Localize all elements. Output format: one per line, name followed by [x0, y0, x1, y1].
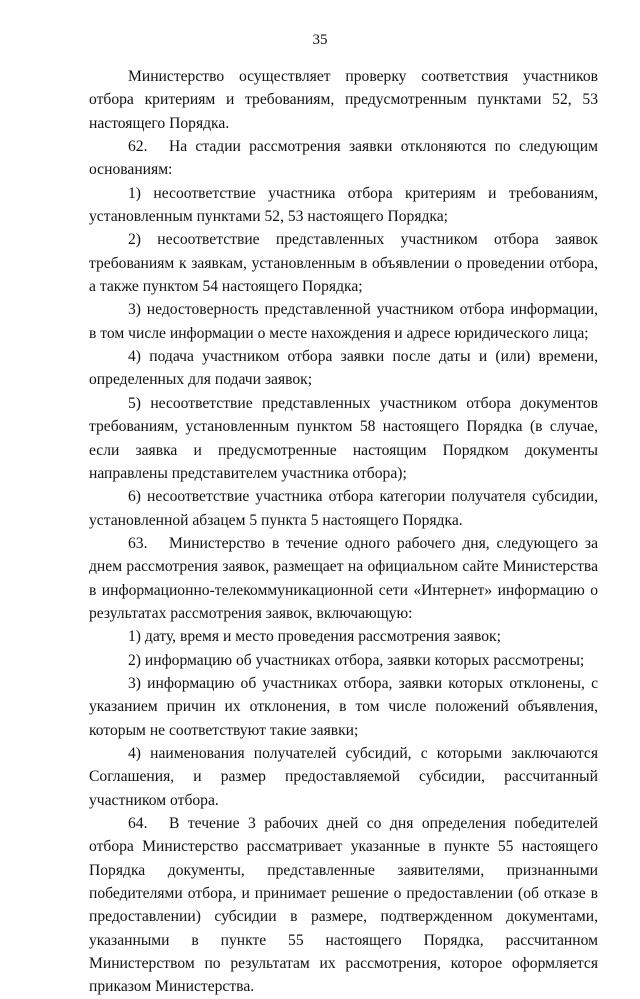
document-body	[89, 65, 598, 999]
paragraph-number: 64.	[128, 815, 148, 832]
list-item-62-6	[89, 485, 598, 532]
list-item-62-3	[89, 298, 598, 345]
page-number: 35	[312, 32, 328, 48]
paragraph-text: Министерство в течение одного рабочего дня, следующего за днем рассмотрения заявок, размещает на официальном сайте Министерства в информационно-телекоммуникационной сети «Интернет» информацию о результатах рассмотрения заявок, включающую:	[89, 534, 598, 622]
paragraph-64	[89, 812, 598, 999]
paragraph-63	[89, 532, 598, 625]
list-item-62-5	[89, 392, 598, 485]
list-item-62-4	[89, 345, 598, 392]
paragraph-number: 63.	[128, 534, 148, 552]
paragraph-number: 62.	[128, 138, 148, 156]
list-item-63-2	[89, 649, 598, 672]
paragraph-text: 1) несоответствие участника отбора критериям и требованиям, установленным пунктами 52, 53 настоящего Порядка;	[89, 184, 598, 226]
list-item-63-1	[89, 625, 598, 648]
paragraph-text: 5) несоответствие представленных участником отбора документов требованиям, установленным пунктом 58 настоящего Порядка (в случае, если заявка и предусмотренные настоящим Порядком документы направлены представителем участника отбора);	[89, 394, 598, 482]
paragraph-text: Министерство осуществляет проверку соответствия участников отбора критериям и требованиям, предусмотренным пунктами 52, 53 настоящего Порядка.	[89, 68, 598, 132]
paragraph-62	[89, 135, 598, 182]
paragraph-text: 1) дату, время и место проведения рассмотрения заявок;	[128, 628, 501, 646]
paragraph-text: 4) наименования получателей субсидий, с которыми заключаются Соглашения, и размер предоставляемой субсидии, рассчитанный участником отбора.	[89, 744, 598, 809]
paragraph-text: В течение 3 рабочих дней со дня определения победителей отбора Министерство рассматривает указанные в пункте 55 настоящего Порядка документы, представленные заявителями, признанными победителями отбора, и принимает решение о предоставлении (об отказе в предоставлении) субсидии в размере, подтвержденном документами, указанными в пункте 55 настоящего Порядка, рассчитанном Министерством по результатам их рассмотрения, которое оформляется приказом Министерства.	[89, 815, 598, 996]
list-item-63-4	[89, 742, 598, 812]
paragraph-text: 4) подача участником отбора заявки после даты и (или) времени, определенных для подачи заявок;	[89, 348, 598, 389]
paragraph-text: На стадии рассмотрения заявки отклоняются по следующим основаниям:	[89, 138, 598, 179]
paragraph-text: 3) недостоверность представленной участником отбора информации, в том числе информации о месте нахождения и адресе юридического лица;	[89, 301, 598, 342]
list-item-62-2	[89, 228, 598, 298]
paragraph-text: 2) информацию об участниках отбора, заявки которых рассмотрены;	[128, 651, 585, 669]
list-item-62-1	[89, 182, 598, 229]
paragraph-intro	[89, 65, 598, 135]
list-item-63-3	[89, 672, 598, 742]
paragraph-text: 2) несоответствие представленных участником отбора заявок требованиям к заявкам, установленным в объявлении о проведении отбора, а также пунктом 54 настоящего Порядка;	[89, 231, 598, 296]
paragraph-text: 6) несоответствие участника отбора категории получателя субсидии, установленной абзацем 5 пункта 5 настоящего Порядка.	[89, 488, 598, 529]
paragraph-text: 3) информацию об участниках отбора, заявки которых отклонены, с указанием причин их отклонения, в том числе положений объявления, которым не соответствуют такие заявки;	[89, 674, 598, 739]
